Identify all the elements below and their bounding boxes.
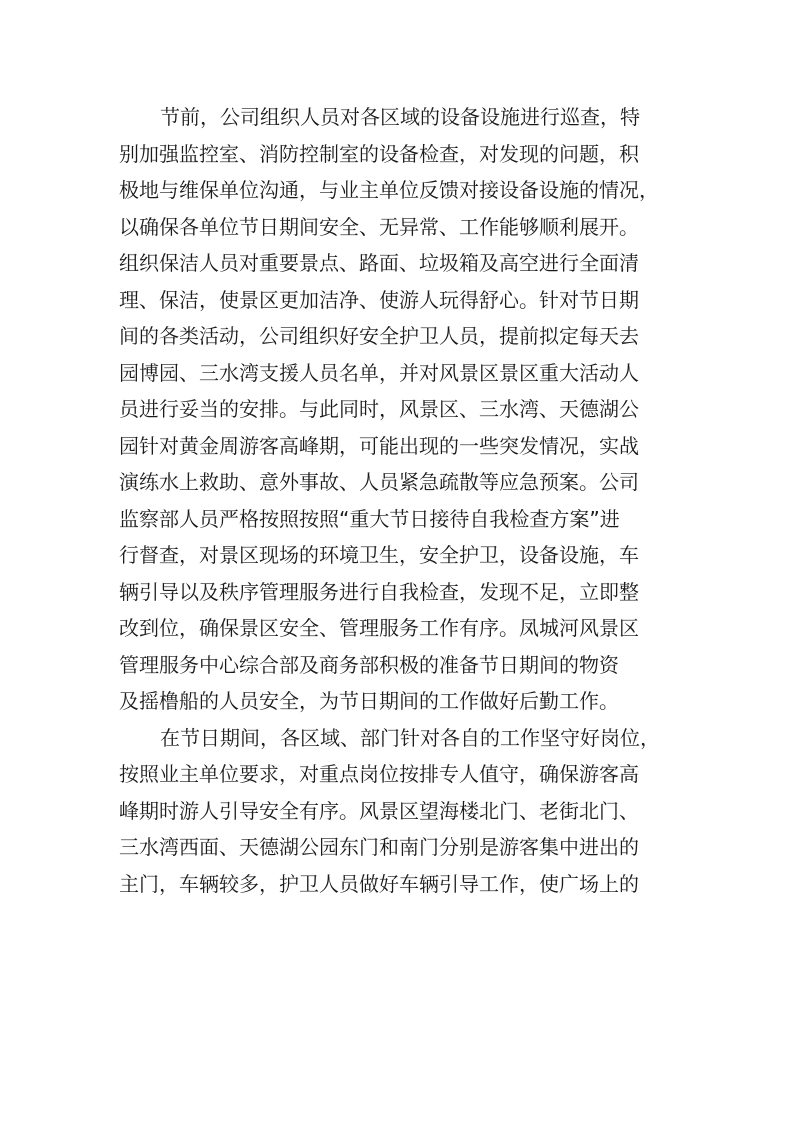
paragraph-line: 及摇橹船的人员安全，为节日期间的工作做好后勤工作。: [119, 689, 619, 713]
paragraph-line: 演练水上救助、意外事故、人员紧急疏散等应急预案。公司: [119, 470, 639, 494]
paragraph-line: 组织保洁人员对重要景点、路面、垃圾箱及高空进行全面清: [119, 251, 639, 275]
paragraph-line: 以确保各单位节日期间安全、无异常、工作能够顺利展开。: [119, 214, 639, 239]
paragraph-line: 监察部人员严格按照按照“重大节日接待自我检查方案”进: [119, 506, 620, 531]
paragraph-1: [119, 99, 699, 720]
paragraph-line: 间的各类活动，公司组织好安全护卫人员，提前拟定每天去: [119, 324, 639, 348]
paragraph-line: 峰期时游人引导安全有序。风景区望海楼北门、老街北门、: [119, 798, 639, 823]
paragraph-line: 员进行妥当的安排。与此同时，风景区、三水湾、天德湖公: [119, 397, 639, 421]
paragraph-line: 别加强监控室、消防控制室的设备检查，对发现的问题，积: [119, 141, 639, 166]
paragraph-line: 园针对黄金周游客高峰期，可能出现的一些突发情况，实战: [119, 433, 639, 458]
paragraph-line: 三水湾西面、天德湖公园东门和南门分别是游客集中进出的: [119, 835, 639, 859]
paragraph-line: 理、保洁，使景区更加洁净、使游人玩得舒心。针对节日期: [119, 287, 639, 312]
paragraph-line: 极地与维保单位沟通，与业主单位反馈对接设备设施的情况，: [119, 178, 659, 202]
paragraph-line: 在节日期间，各区域、部门针对各自的工作坚守好岗位，: [160, 725, 660, 750]
paragraph-line: 园博园、三水湾支援人员名单，并对风景区景区重大活动人: [119, 360, 639, 385]
paragraph-line: 节前，公司组织人员对各区域的设备设施进行巡查，特: [160, 105, 640, 129]
paragraph-line: 辆引导以及秩序管理服务进行自我检查，发现不足，立即整: [119, 579, 639, 604]
paragraph-line: 行督查，对景区现场的环境卫生，安全护卫，设备设施，车: [119, 543, 639, 567]
document-body: [119, 99, 699, 902]
paragraph-line: 管理服务中心综合部及商务部积极的准备节日期间的物资: [119, 652, 619, 677]
paragraph-line: 按照业主单位要求，对重点岗位按排专人值守，确保游客高: [119, 762, 639, 786]
paragraph-2: [119, 720, 699, 903]
paragraph-line: 主门，车辆较多，护卫人员做好车辆引导工作，使广场上的: [119, 871, 639, 896]
paragraph-line: 改到位，确保景区安全、管理服务工作有序。凤城河风景区: [119, 616, 639, 640]
